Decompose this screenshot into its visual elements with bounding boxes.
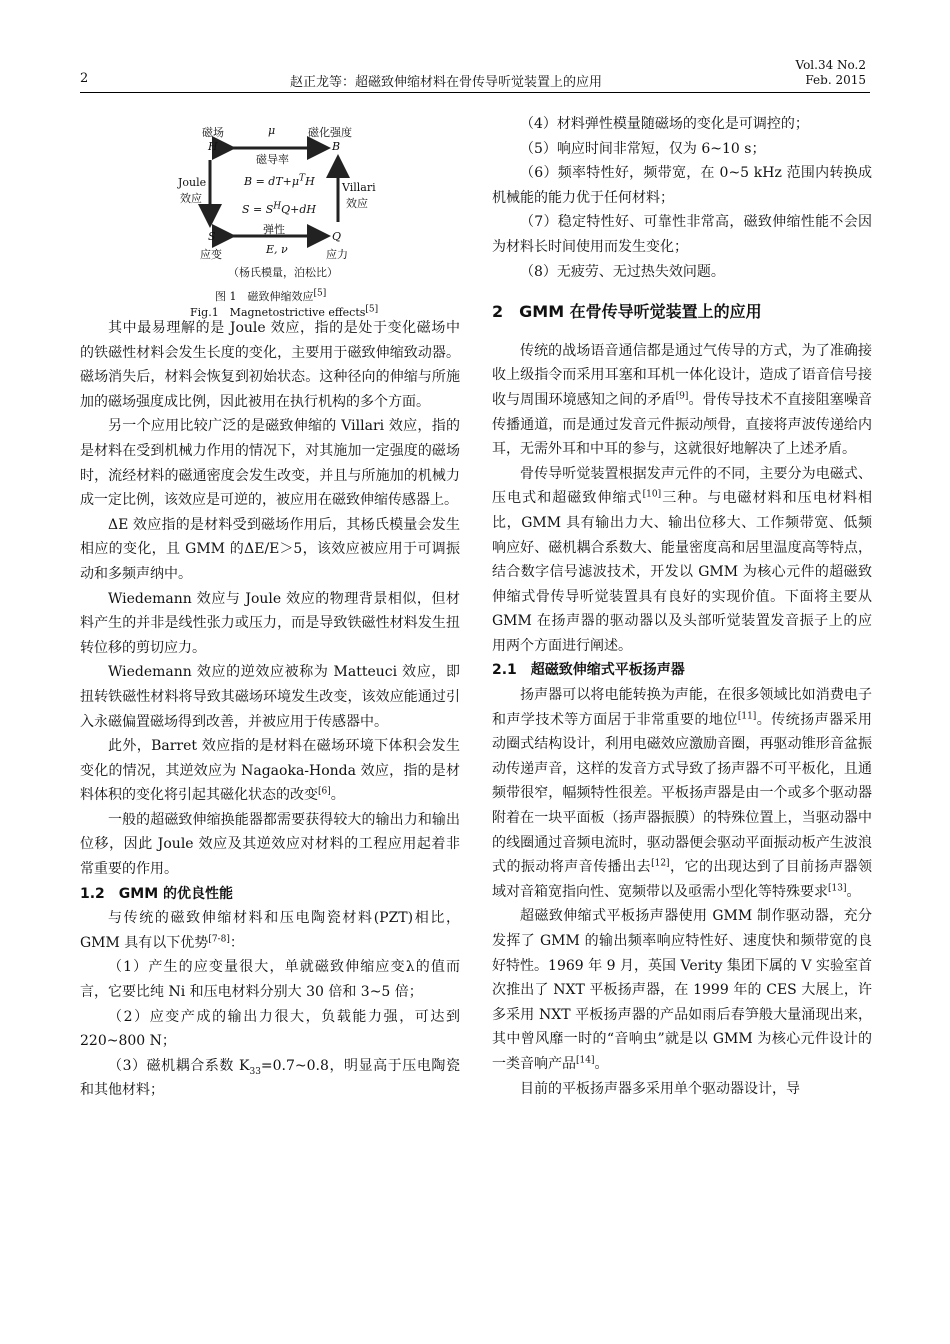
section-heading-2-1: 2.1 超磁致伸缩式平板扬声器 [492,662,685,679]
paragraph: 扬声器可以将电能转换为声能，在很多领域比如消费电子和声学技术等方面居于非常重要的地位[11]。传统扬声器采用动圈式结构设计，利用电磁效应激励音圈，再驱动锥形音盆振动传递声音，这样的发音方式导致了扬声器不可平板化，且通频带很窄，幅频特性很差。平板扬声器是由一个或多个驱动器附着在一块平面板（扬声器振膜）的特殊位置上，当驱动器中的线圈通过音频电流时，驱动器便会驱动平面振动板产生波浪式的振动将声音传播出去[12]，它的出现达到了目前扬声器领域对音箱宽指向性、宽频带以及亟需小型化等特殊要求[13]。 [492,687,873,900]
list-item: （1）产生的应变量很大，单就磁致伸缩应变λ的值而言，它要比纯 Ni 和压电材料分别大 30 倍和 3~5 倍； [80,959,460,1001]
paragraph: 其中最易理解的是 Joule 效应，指的是处于变化磁场中的铁磁性材料会发生长度的变化，主要用于磁致伸缩致动器。磁场消失后，材料会恢复到初始状态。这种径向的伸缩与所施加的磁场强度成比例，因此被用在执行机构的多个方面。 [80,320,460,410]
list-item: （7）稳定特性好、可靠性非常高，磁致伸缩性能不会因为材料长时间使用而发生变化； [492,214,872,255]
paragraph: ΔE 效应指的是材料受到磁场作用后，其杨氏模量会发生相应的变化，且 GMM 的ΔE/E＞5，该效应被应用于可调振动和多频声纳中。 [80,516,460,582]
list-item: （5）响应时间非常短，仅为 6~10 s； [520,140,766,157]
paragraph: Wiedemann 效应的逆效应被称为 Matteuci 效应，即扭转铁磁性材料将导致其磁场环境发生改变，该效应能通过引入永磁偏置磁场得到改善，并被应用于传感器中。 [80,664,460,730]
figure-caption-en: Fig.1 Magnetostrictive effects[5] [190,304,379,319]
right-column [492,112,872,1101]
paragraph: 超磁致伸缩式平板扬声器使用 GMM 制作驱动器，充分发挥了 GMM 的输出频率响应特性好、速度快和频带宽的良好特性。1969 年 9 月，英国 Verity 集团下属的 V 实验室首次推出了 NXT 平板扬声器，在 1999 年的 CES 大展上，许多采用 NXT 平板扬声器的产品如雨后春笋般大量涌现出来，其中曾风靡一时的“音响虫”就是以 GMM 为核心元件设计的一类音响产品[14]。 [492,908,872,1072]
list-item: （4）材料弹性模量随磁场的变化是可调控的； [520,116,809,132]
paragraph: 与传统的磁致伸缩材料和压电陶瓷材料(PZT)相比，GMM 具有以下优势[7-8]： [80,910,460,951]
fig-label-e-nu: E, ν [266,243,288,256]
figure-caption-cn: 图 1 磁致伸缩效应[5] [215,288,327,303]
fig-label-stress: 应力 [326,248,348,261]
fig-label-permeability: 磁导率 [256,153,289,166]
fig-equation-s: $S = S^HQ+dH$ [242,201,317,216]
journal-issue [796,58,867,88]
fig-symbol-mu: μ [268,124,276,137]
fig-symbol-h: H [208,140,218,153]
fig-label-field: 磁场 [202,126,224,139]
list-item: （3）磁机耦合系数 $K_{33}=0.7\sim 0.8$，明显高于压电陶瓷和其他材料； [80,1057,460,1099]
paragraph: 骨传导听觉装置根据发声元件的不同，主要分为电磁式、压电式和超磁致伸缩式[10]三种。与电磁材料和压电材料相比，GMM 具有输出力大、输出位移大、工作频带宽、低频响应好、磁机耦合系数大、能量密度高和居里温度高等特点，结合数字信号滤波技术，开发以 GMM 为核心元件的超磁致伸缩式骨传导听觉装置具有良好的实现价值。下面将主要从 GMM 在扬声器的驱动器以及头部听觉装置发音振子上的应用两个方面进行阐述。 [492,465,873,654]
section-heading-1-2: 1.2 GMM 的优良性能 [80,885,234,902]
fig-label-elastic: 弹性 [263,223,285,236]
fig-label-strain: 应变 [200,248,222,261]
paragraph: 另一个应用比较广泛的是磁致伸缩的 Villari 效应，指的是材料在受到机械力作用的情况下，对其施加一定强度的磁场时，流经材料的磁通密度会发生改变，并且与所施加的机械力成一定比例，该效应是可逆的，被应用在磁致伸缩传感器上。 [80,418,460,509]
fig-note-modulus: （杨氏模量，泊松比） [228,266,338,279]
date-label: Feb. 2015 [805,73,866,87]
paragraph: 传统的战场语音通信都是通过气传导的方式，为了准确接收上级指令而采用耳塞和耳机一体化设计，造成了语音信号接收与周围环境感知之间的矛盾[9]。骨传导技术不直接阻塞噪音传播通道，而是通过发音元件振动颅骨，直接将声波传递给内耳，无需外耳和中耳的参与，这就很好地解决了上述矛盾。 [492,342,872,458]
paragraph: 一般的超磁致伸缩换能器都需要获得较大的输出力和输出位移，因此 Joule 效应及其逆效应对材料的工程应用起着非常重要的作用。 [80,811,460,878]
fig-label-villari: Villari [342,181,376,194]
fig-symbol-b: B [332,140,341,153]
paragraph: 目前的平板扬声器多采用单个驱动器设计，导 [520,1080,800,1097]
paragraph: 此外，Barret 效应指的是材料在磁场环境下体积会发生变化的情况，其逆效应为 Nagaoka-Honda 效应，指的是材料体积的变化将引起其磁化状态的改变[6]。 [80,738,460,804]
fig-symbol-q: Q [332,230,342,243]
running-title: 赵正龙等：超磁致伸缩材料在骨传导听觉装置上的应用 [290,75,603,90]
fig-label-joule-effect: 效应 [180,192,202,205]
fig-label-villari-effect: 效应 [346,197,368,210]
page-number: 2 [80,71,89,86]
list-item: （8）无疲劳、无过热失效问题。 [520,263,725,280]
fig-equation-b: $B = dT+\mu^TH$ [244,173,315,188]
paragraph: Wiedemann 效应与 Joule 效应的物理背景相似，但材料产生的并非是线性张力或压力，而是导致铁磁性材料发生扭转位移的剪切应力。 [80,590,460,656]
volume-label: Vol.34 No.2 [795,58,866,72]
fig-symbol-s: S [208,230,216,243]
section-heading-2: 2 GMM 在骨传导听觉装置上的应用 [492,302,762,322]
fig-label-joule: Joule [178,176,207,189]
left-column [80,316,460,1103]
list-item: （6）频率特性好，频带宽，在 0~5 kHz 范围内转换成机械能的能力优于任何材料； [492,165,872,206]
figure-magnetostrictive-effects [160,118,400,319]
list-item: （2）应变产成的输出力很大，负载能力强，可达到 220~800 N； [80,1008,460,1050]
header-rule [80,92,870,93]
fig-label-magnetization: 磁化强度 [308,126,352,139]
